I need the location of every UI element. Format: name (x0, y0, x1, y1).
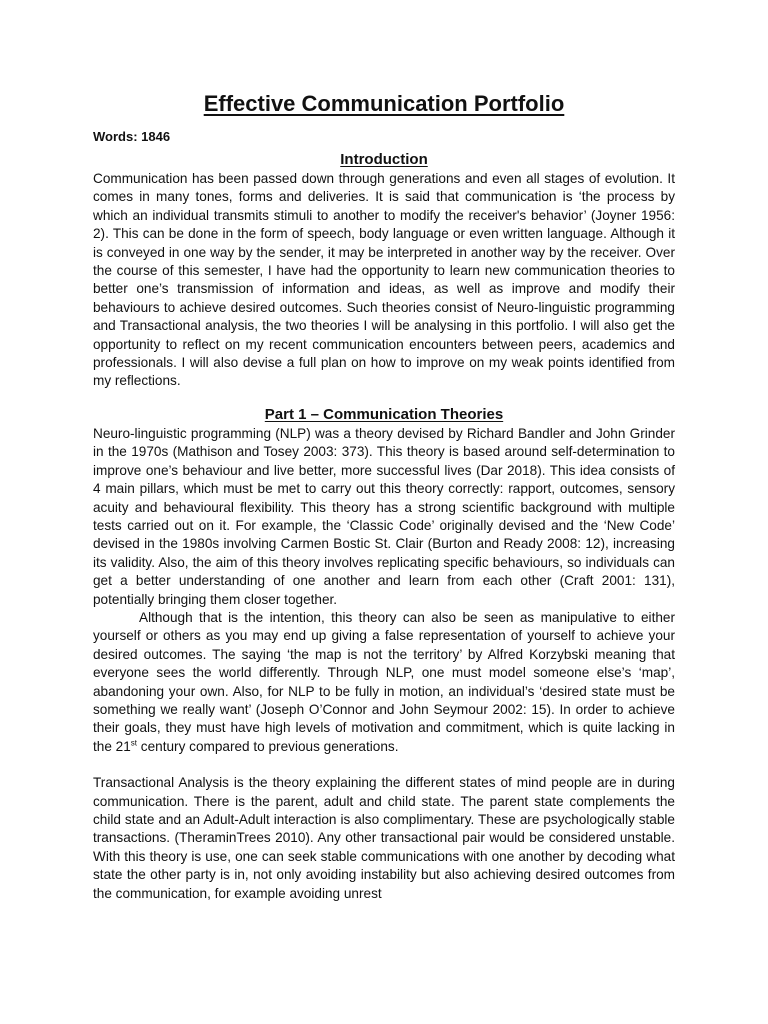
introduction-paragraph: Communication has been passed down through generations and even all stages of evolution. It comes in many tones, forms and deliveries. It is said that communication is ‘the process by which an individual transmits stimuli to another to modify the receiver's behavior’ (Joyner 1956: 2). This can be done in the form of speech, body language or even written language. Although it is conveyed in one way by the sender, it may be interpreted in another way by the receiver. Over the course of this semester, I have had the opportunity to learn new communication theories to better one’s transmission of information and ideas, as well as improve and modify their behaviours to achieve desired outcomes. Such theories consist of Neuro-linguistic programming and Transactional analysis, the two theories I will be analysing in this portfolio. I will also get the opportunity to reflect on my recent communication encounters between peers, academics and professionals. I will also devise a full plan on how to improve on my weak points identified from my reflections. (93, 171, 675, 389)
introduction-heading: Introduction (340, 151, 428, 168)
part1-paragraph-3: Transactional Analysis is the theory explaining the different states of mind people are in during communication. There is the parent, adult and child state. The parent state complements the child state and an Adult-Adult interaction is also complimentary. These are psychologically stable transactions. (TheraminTrees 2010). Any other transactional pair would be considered unstable. With this theory is use, one can seek stable communications with one another by decoding what state the other party is in, not only avoiding instability but also achieving desired outcomes from the communication, for example avoiding unrest (93, 775, 675, 901)
document-title: Effective Communication Portfolio (203, 91, 565, 116)
ordinal-superscript: st (130, 738, 138, 748)
part1-heading: Part 1 – Communication Theories (264, 405, 504, 423)
part1-paragraph-1: Neuro-linguistic programming (NLP) was a theory devised by Richard Bandler and John Grinder in the 1970s (Mathison and Tosey 2003: 373). This theory is based around self-determination to improve one’s behaviour and live better, more successful lives (Dar 2018). This idea consists of 4 main pillars, which must be met to carry out this theory correctly: rapport, outcomes, sensory acuity and behavioural flexibility. This theory has a strong scientific background with multiple tests carried out on it. For example, the ‘Classic Code’ originally devised and the ‘New Code’ devised in the 1980s involving Carmen Bostic St. Clair (Burton and Ready 2008: 12), increasing its validity. Also, the aim of this theory involves replicating specific behaviours, so individuals can get a better understanding of one another and learn from each other (Craft 2001: 131), potentially bringing them closer together. (93, 425, 675, 607)
part1-paragraph-2 (93, 609, 675, 756)
part1-paragraph-2-end: century compared to previous generations. (137, 738, 399, 754)
part1-paragraph-2-main: Although that is the intention, this theory can also be seen as manipulative to either yourself or others as you may end up giving a false representation of yourself to achieve your desired outcomes. The saying ‘the map is not the territory’ by Alfred Korzybski meaning that everyone sees the world differently. Through NLP, one must model someone else’s ‘map’, abandoning your own. Also, for NLP to be fully in motion, an individual’s ‘desired state must be something we really want’ (Joseph O’Connor and John Seymour 2002: 15). In order to achieve their goals, they must have high levels of motivation and commitment, which is quite lacking in the 21 (93, 609, 675, 754)
word-count: Words: 1846 (93, 129, 171, 144)
